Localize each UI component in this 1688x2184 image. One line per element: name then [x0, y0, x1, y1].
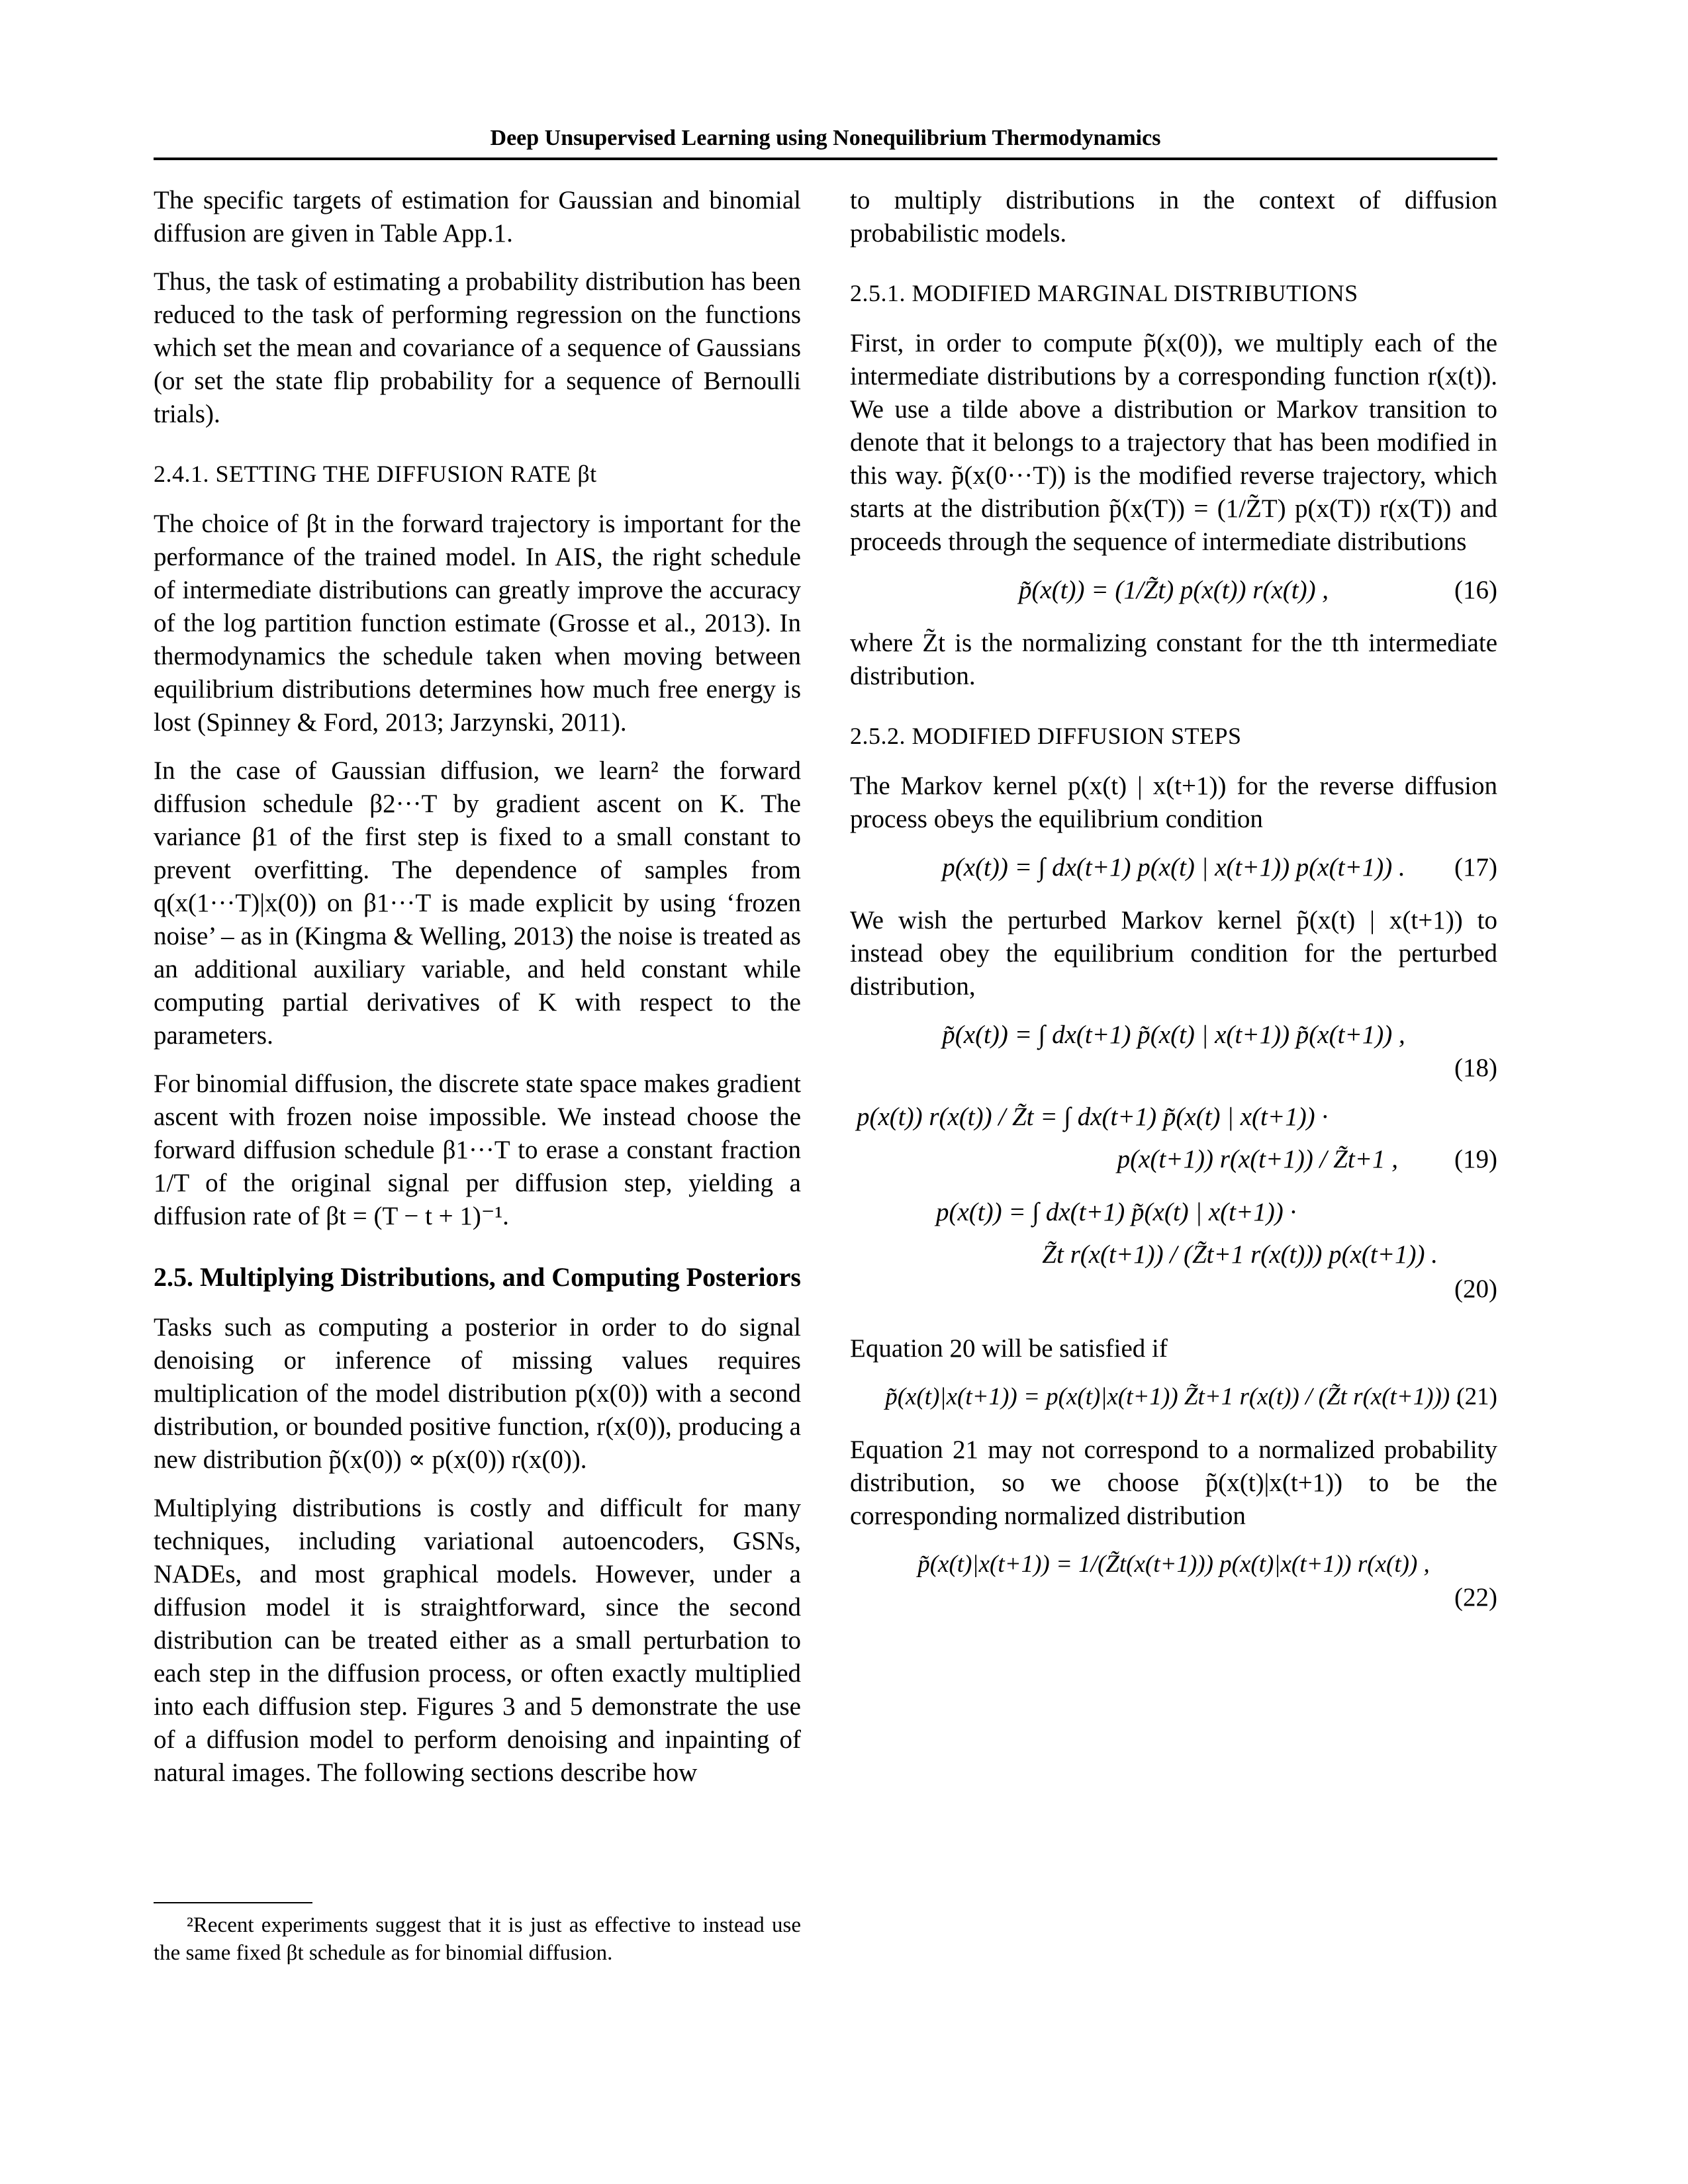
equation-body: p(x(t+1)) r(x(t+1)) / Z̃t+1 ,	[1117, 1145, 1398, 1173]
equation-number: (19)	[1454, 1145, 1497, 1173]
paragraph: Equation 20 will be satisfied if	[850, 1334, 1168, 1363]
equation-19-line1	[850, 1101, 1497, 1134]
paragraph: Thus, the task of estimating a probability distribution has been reduced to the task of performing regression on the functions which set the mean and covariance of a sequence of Gaussians (or set the state flip probability for a sequence of Bernoulli trials).	[154, 267, 801, 428]
equation-body: Z̃t r(x(t+1)) / (Z̃t+1 r(x(t))) p(x(t+1)) .	[1042, 1240, 1438, 1269]
equation-body: p̃(x(t)|x(t+1)) = 1/(Z̃t(x(t+1))) p(x(t)|x(t+1)) r(x(t)) ,	[917, 1551, 1430, 1578]
equation-body: p̃(x(t)) = (1/Z̃t) p(x(t)) r(x(t)) ,	[1018, 576, 1329, 604]
equation-20-line2	[850, 1238, 1497, 1271]
paragraph: In the case of Gaussian diffusion, we learn² the forward diffusion schedule β2···T by gradient ascent on K. The variance β1 of the first step is fixed to a small constant to prevent overfitting. The dependence of samples from q(x(1···T)|x(0)) on β1···T is made explicit by using ‘frozen noise’ – as in (Kingma & Welling, 2013) the noise is treated as an additional auxiliary variable, and held constant while computing partial derivatives of K with respect to the parameters.	[154, 756, 801, 1050]
equation-body: p̃(x(t)|x(t+1)) = p(x(t)|x(t+1)) Z̃t+1 r(x(t)) / (Z̃t r(x(t+1))) .	[885, 1383, 1462, 1410]
equation-22	[850, 1548, 1497, 1581]
left-column	[154, 184, 801, 1805]
paragraph: We wish the perturbed Markov kernel p̃(x(t) | x(t+1)) to instead obey the equilibrium condition for the perturbed distribution,	[850, 906, 1497, 1001]
equation-number: (20)	[1454, 1275, 1497, 1303]
equation-17	[850, 851, 1497, 884]
section-heading: 2.5.2. MODIFIED DIFFUSION STEPS	[850, 723, 1242, 749]
footnote: ²Recent experiments suggest that it is just as effective to instead use the same fixed βt schedule as for binomial diffusion.	[154, 1913, 801, 1965]
paragraph: to multiply distributions in the context of diffusion probabilistic models.	[850, 186, 1497, 248]
equation-number: (17)	[1454, 853, 1497, 882]
equation-body: p(x(t)) r(x(t)) / Z̃t = ∫ dx(t+1) p̃(x(t) | x(t+1)) ·	[857, 1103, 1329, 1131]
section-heading: 2.5. Multiplying Distributions, and Computing Posteriors	[154, 1262, 801, 1292]
paragraph: The choice of βt in the forward trajectory is important for the performance of the trained model. In AIS, the right schedule of intermediate distributions can greatly improve the accuracy of the log partition function estimate (Grosse et al., 2013). In thermodynamics the schedule taken when moving between equilibrium distributions determines how much free energy is lost (Spinney & Ford, 2013; Jarzynski, 2011).	[154, 510, 801, 737]
equation-19-line2	[850, 1143, 1497, 1176]
equation-number: (21)	[1456, 1383, 1497, 1410]
paragraph: where Z̃t is the normalizing constant for the tth intermediate distribution.	[850, 629, 1497, 690]
paragraph: For binomial diffusion, the discrete state space makes gradient ascent with frozen noise impossible. We instead choose the forward diffusion schedule β1···T to erase a constant fraction 1/T of the original signal per diffusion step, yielding a diffusion rate of βt = (T − t + 1)⁻¹.	[154, 1069, 801, 1230]
equation-number: (16)	[1454, 576, 1497, 604]
equation-body: p(x(t)) = ∫ dx(t+1) p(x(t) | x(t+1)) p(x(t+1)) .	[942, 853, 1405, 882]
equation-body: p̃(x(t)) = ∫ dx(t+1) p̃(x(t) | x(t+1)) p̃(x(t+1)) ,	[942, 1021, 1405, 1049]
paragraph: Tasks such as computing a posterior in order to do signal denoising or inference of missing values requires multiplication of the model distribution p(x(0)) with a second distribution, or bounded positive function, r(x(0)), producing a new distribution p̃(x(0)) ∝ p(x(0)) r(x(0)).	[154, 1313, 801, 1474]
paragraph: The Markov kernel p(x(t) | x(t+1)) for the reverse diffusion process obeys the equilibrium condition	[850, 772, 1497, 833]
paragraph: First, in order to compute p̃(x(0)), we multiply each of the intermediate distributions by a corresponding function r(x(t)). We use a tilde above a distribution or Markov transition to denote that it belongs to a trajectory that has been modified in this way. p̃(x(0···T)) is the modified reverse trajectory, which starts at the distribution p̃(x(T)) = (1/Z̃T) p(x(T)) r(x(T)) and proceeds through the sequence of intermediate distributions	[850, 329, 1497, 556]
paragraph: Multiplying distributions is costly and difficult for many techniques, including variational autoencoders, GSNs, NADEs, and most graphical models. However, under a diffusion model it is straightforward, since the second distribution can be treated either as a small perturbation to each step in the diffusion process, or often exactly multiplied into each diffusion step. Figures 3 and 5 demonstrate the use of a diffusion model to perform denoising and inpainting of natural images. The following sections describe how	[154, 1494, 801, 1787]
running-header: Deep Unsupervised Learning using Nonequilibrium Thermodynamics	[490, 126, 1161, 150]
equation-20-line1	[850, 1196, 1497, 1229]
equation-body: p(x(t)) = ∫ dx(t+1) p̃(x(t) | x(t+1)) ·	[936, 1198, 1297, 1226]
equation-number: (22)	[1454, 1583, 1497, 1612]
paragraph: The specific targets of estimation for Gaussian and binomial diffusion are given in Table App.1.	[154, 186, 801, 248]
right-column	[850, 184, 1497, 1630]
header-rule	[154, 158, 1497, 160]
equation-18	[850, 1019, 1497, 1052]
footnote-rule	[154, 1902, 312, 1903]
equation-21	[850, 1381, 1497, 1414]
section-heading: 2.4.1. SETTING THE DIFFUSION RATE βt	[154, 461, 597, 487]
section-heading: 2.5.1. MODIFIED MARGINAL DISTRIBUTIONS	[850, 280, 1358, 306]
paragraph: Equation 21 may not correspond to a normalized probability distribution, so we choose p̃(x(t)|x(t+1)) to be the corresponding normalized distribution	[850, 1435, 1497, 1530]
equation-16	[850, 574, 1497, 607]
equation-number: (18)	[1454, 1054, 1497, 1082]
